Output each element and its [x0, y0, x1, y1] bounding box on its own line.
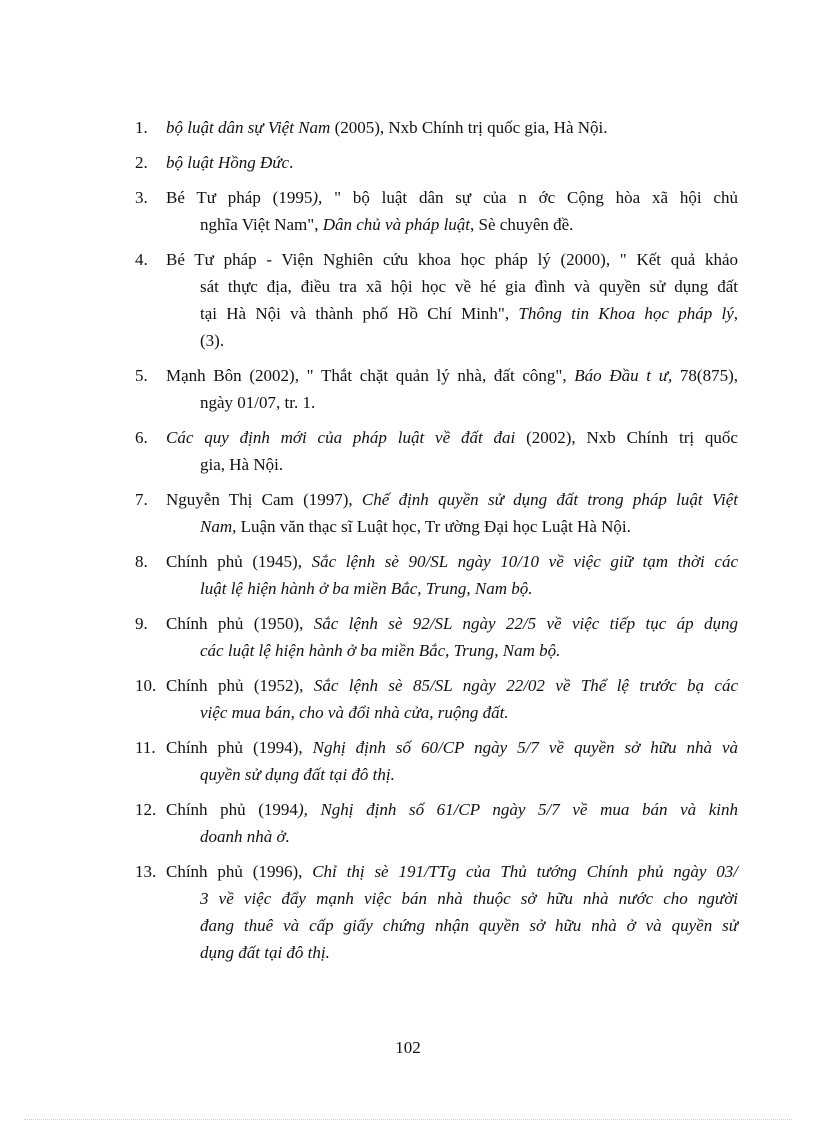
reference-number: 9.: [135, 614, 148, 633]
plain-text: ngày 01/07, tr. 1.: [200, 393, 316, 412]
reference-text: [135, 149, 738, 176]
italic-text: dụng đất tại đô thị.: [200, 943, 330, 962]
reference-line: [166, 734, 738, 761]
reference-text: [135, 734, 738, 788]
reference-line: [166, 273, 738, 300]
plain-text: Chính phủ (1996),: [166, 862, 313, 881]
plain-text: Bé Tư pháp (1995: [166, 188, 313, 207]
reference-number: 8.: [135, 552, 148, 571]
reference-line: [166, 858, 738, 885]
reference-text: [135, 114, 738, 141]
reference-item: [135, 548, 738, 602]
reference-number: 2.: [135, 153, 148, 172]
reference-number: 5.: [135, 366, 148, 385]
reference-item: [135, 796, 738, 850]
italic-text: bộ luật Hồng Đức: [166, 153, 290, 172]
reference-item: [135, 858, 738, 966]
plain-text: Chính phủ (1945),: [166, 552, 312, 571]
plain-text: nghĩa Việt Nam",: [200, 215, 323, 234]
reference-item: [135, 149, 738, 176]
reference-line: [166, 912, 738, 939]
plain-text: Chính phủ (1994),: [166, 738, 313, 757]
plain-text: sát thực địa, điều tra xã hội học về hé gia đình và quyền sử dụng đất: [200, 277, 738, 296]
reference-text: [135, 548, 738, 602]
plain-text: (3).: [200, 331, 225, 350]
reference-line: [166, 885, 738, 912]
reference-line: [166, 486, 738, 513]
reference-item: [135, 114, 738, 141]
reference-text: [135, 672, 738, 726]
reference-line: [166, 796, 738, 823]
italic-text: doanh nhà ở.: [200, 827, 290, 846]
reference-text: [135, 362, 738, 416]
page-number: 102: [395, 1038, 421, 1057]
italic-text: bộ luật dân sự Việt Nam: [166, 118, 331, 137]
reference-line: [166, 610, 738, 637]
plain-text: Nguyễn Thị Cam (1997),: [166, 490, 362, 509]
reference-line: [166, 424, 738, 451]
plain-text: Chính phủ (1950),: [166, 614, 314, 633]
reference-text: [135, 486, 738, 540]
reference-item: [135, 246, 738, 354]
reference-line: [166, 362, 738, 389]
reference-list: [135, 114, 738, 974]
italic-text: 3 về việc đẩy mạnh việc bán nhà thuộc sở hữu nhà nước cho người: [200, 889, 738, 908]
plain-text: tại Hà Nội và thành phố Hồ Chí Minh",: [200, 304, 519, 323]
reference-line: [166, 761, 738, 788]
reference-line: [166, 939, 738, 966]
reference-number: 12.: [135, 800, 157, 819]
page-bottom-rule: [24, 1119, 792, 1120]
reference-item: [135, 486, 738, 540]
reference-item: [135, 610, 738, 664]
reference-text: [135, 858, 738, 966]
reference-item: [135, 672, 738, 726]
italic-text: ), Nghị định số 61/CP ngày 5/7 về mua bán và kinh: [297, 800, 738, 819]
reference-text: [135, 796, 738, 850]
reference-line: [166, 451, 738, 478]
reference-line: [166, 149, 738, 176]
reference-line: [166, 672, 738, 699]
italic-text: Sắc lệnh sè 90/SL ngày 10/10 về việc giữ tạm thời các: [311, 552, 738, 571]
plain-text: 78(875),: [672, 366, 739, 385]
reference-line: [166, 211, 738, 238]
reference-number: 10.: [135, 676, 157, 695]
italic-text: Nam,: [200, 517, 237, 536]
plain-text: ,: [733, 304, 738, 323]
italic-text: ),: [312, 188, 323, 207]
reference-number: 13.: [135, 862, 157, 881]
reference-line: [166, 300, 738, 327]
reference-line: [166, 699, 738, 726]
reference-line: [166, 389, 738, 416]
reference-text: [135, 246, 738, 354]
reference-number: 4.: [135, 250, 148, 269]
reference-item: [135, 184, 738, 238]
reference-item: [135, 424, 738, 478]
reference-number: 6.: [135, 428, 148, 447]
reference-number: 11.: [135, 738, 156, 757]
reference-line: [166, 184, 738, 211]
plain-text: Mạnh Bôn (2002), " Thắt chặt quản lý nhà, đất công",: [166, 366, 575, 385]
reference-line: [166, 513, 738, 540]
plain-text: Luận văn thạc sĩ Luật học, Tr ường Đại học Luật Hà Nội.: [236, 517, 631, 536]
plain-text: , Sè chuyên đề.: [470, 215, 574, 234]
italic-text: đang thuê và cấp giấy chứng nhận quyền sở hữu nhà ở và quyền sử: [200, 916, 738, 935]
reference-number: 7.: [135, 490, 148, 509]
reference-number: 1.: [135, 118, 148, 137]
italic-text: luật lệ hiện hành ở ba miền Bắc, Trung, Nam bộ.: [200, 579, 533, 598]
reference-number: 3.: [135, 188, 148, 207]
italic-text: việc mua bán, cho và đổi nhà cửa, ruộng đất.: [200, 703, 509, 722]
reference-line: [166, 114, 738, 141]
reference-text: [135, 610, 738, 664]
plain-text: Chính phủ (1952),: [166, 676, 314, 695]
reference-item: [135, 734, 738, 788]
plain-text: " bộ luật dân sự của n ớc Cộng hòa xã hội chủ: [322, 188, 738, 207]
reference-text: [135, 184, 738, 238]
italic-text: quyền sử dụng đất tại đô thị.: [200, 765, 395, 784]
reference-item: [135, 362, 738, 416]
plain-text: (2002), Nxb Chính trị quốc: [515, 428, 738, 447]
italic-text: Các quy định mới của pháp luật về đất đai: [166, 428, 516, 447]
plain-text: .: [289, 153, 294, 172]
italic-text: Dân chủ và pháp luật: [322, 215, 471, 234]
plain-text: (2005), Nxb Chính trị quốc gia, Hà Nội.: [330, 118, 608, 137]
italic-text: Sắc lệnh sè 92/SL ngày 22/5 về việc tiếp tục áp dụng: [313, 614, 738, 633]
italic-text: Chỉ thị sè 191/TTg của Thủ tướng Chính phủ ngày 03/: [312, 862, 739, 881]
italic-text: Nghị định số 60/CP ngày 5/7 về quyền sở hữu nhà và: [312, 738, 738, 757]
italic-text: Thông tin Khoa học pháp lý: [518, 304, 734, 323]
reference-line: [166, 575, 738, 602]
reference-text: [135, 424, 738, 478]
plain-text: gia, Hà Nội.: [200, 455, 284, 474]
italic-text: Báo Đầu t ư,: [574, 366, 673, 385]
reference-line: [166, 637, 738, 664]
italic-text: các luật lệ hiện hành ở ba miền Bắc, Trung, Nam bộ.: [200, 641, 561, 660]
reference-line: [166, 327, 738, 354]
reference-line: [166, 246, 738, 273]
plain-text: Chính phủ (1994: [166, 800, 298, 819]
italic-text: Chế định quyền sử dụng đất trong pháp luật Việt: [361, 490, 738, 509]
plain-text: Bé Tư pháp - Viện Nghiên cứu khoa học pháp lý (2000), " Kết quả khảo: [166, 250, 738, 269]
reference-line: [166, 548, 738, 575]
italic-text: Sắc lệnh sè 85/SL ngày 22/02 về Thể lệ trước bạ các: [313, 676, 738, 695]
reference-line: [166, 823, 738, 850]
